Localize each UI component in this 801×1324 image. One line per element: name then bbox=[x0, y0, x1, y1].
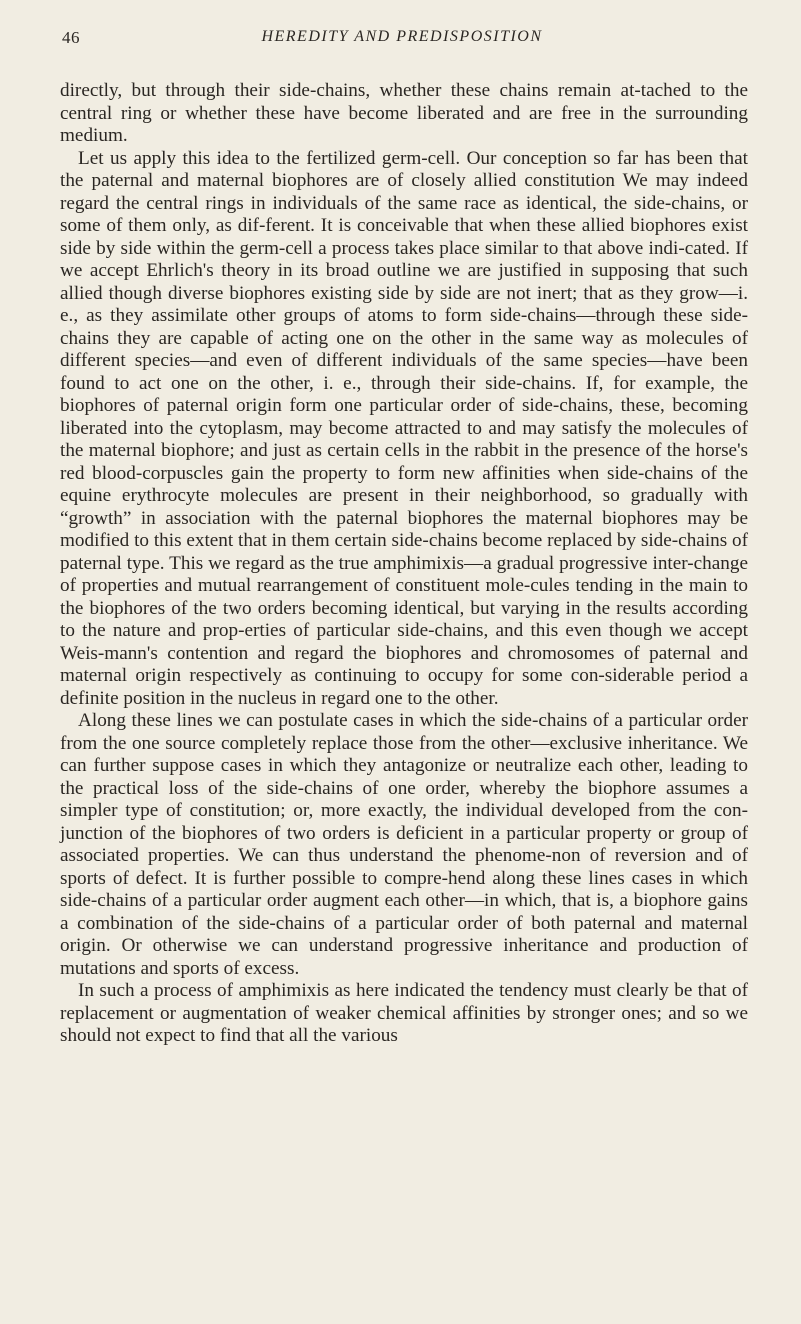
paragraph-germ-cell: Let us apply this idea to the fertilized germ-cell. Our conception so far has been that the paternal and maternal biophores are of closely allied constitution We may indeed regard the central rings in individuals of the same race as identical, the side-chains, or some of them only, as dif-ferent. It is conceivable that when these allied biophores exist side by side within the germ-cell a process takes place similar to that above indi-cated. If we accept Ehrlich's theory in its broad outline we are justified in supposing that such allied though diverse biophores existing side by side are not inert; that as they grow—i. e., as they assimilate other groups of atoms to form side-chains—through these side-chains they are capable of acting one on the other in the same way as molecules of different species—and even of different individuals of the same species—have been found to act one on the other, i. e., through their side-chains. If, for example, the biophores of paternal origin form one particular order of side-chains, these, becoming liberated into the cytoplasm, may become attracted to and may satisfy the molecules of the maternal biophore; and just as certain cells in the rabbit in the presence of the horse's red blood-corpuscles gain the property to form new affinities when side-chains of the equine erythrocyte molecules are present in their neighborhood, so gradually with “growth” in association with the paternal biophores the maternal biophores may be modified to this extent that in them certain side-chains become replaced by side-chains of paternal type. This we regard as the true amphimixis—a gradual progressive inter-change of properties and mutual rearrangement of constituent mole-cules tending in the main to the biophores of the two orders becoming identical, but varying in the results according to the nature and prop-erties of particular side-chains, and this even though we accept Weis-mann's contention and regard the biophores and chromosomes of paternal and maternal origin respectively as continuing to occupy for some con-siderable period a definite position in the nucleus in regard one to the other. bbox=[60, 147, 748, 709]
paragraph-continuation: directly, but through their side-chains, whether these chains remain at-tached to the central ring or whether these have become liberated and are free in the surrounding medium. bbox=[60, 80, 748, 146]
paragraph-amphimixis-process: In such a process of amphimixis as here indicated the tendency must clearly be that of replacement or augmentation of weaker chemical affinities by stronger ones; and so we should not expect to find that all the various bbox=[60, 980, 748, 1046]
running-head: HEREDITY AND PREDISPOSITION bbox=[261, 28, 543, 45]
page-header bbox=[62, 28, 742, 54]
paragraph-side-chains-cases: Along these lines we can postulate cases in which the side-chains of a particular order from the one source completely replace those from the other—exclusive inheritance. We can further suppose cases in which they antagonize or neutralize each other, leading to the practical loss of the side-chains of one order, whereby the biophore assumes a simpler type of constitution; or, more exactly, the individual developed from the con-junction of the biophores of two orders is deficient in a particular property or group of associated properties. We can thus understand the phenome-non of reversion and of sports of defect. It is further possible to compre-hend along these lines cases in which side-chains of a particular order augment each other—in which, that is, a biophore gains a combination of the side-chains of a particular order of both paternal and maternal origin. Or otherwise we can understand progressive inheritance and production of mutations and sports of excess. bbox=[60, 710, 748, 979]
page-number: 46 bbox=[62, 28, 80, 47]
body-text bbox=[60, 80, 748, 1048]
